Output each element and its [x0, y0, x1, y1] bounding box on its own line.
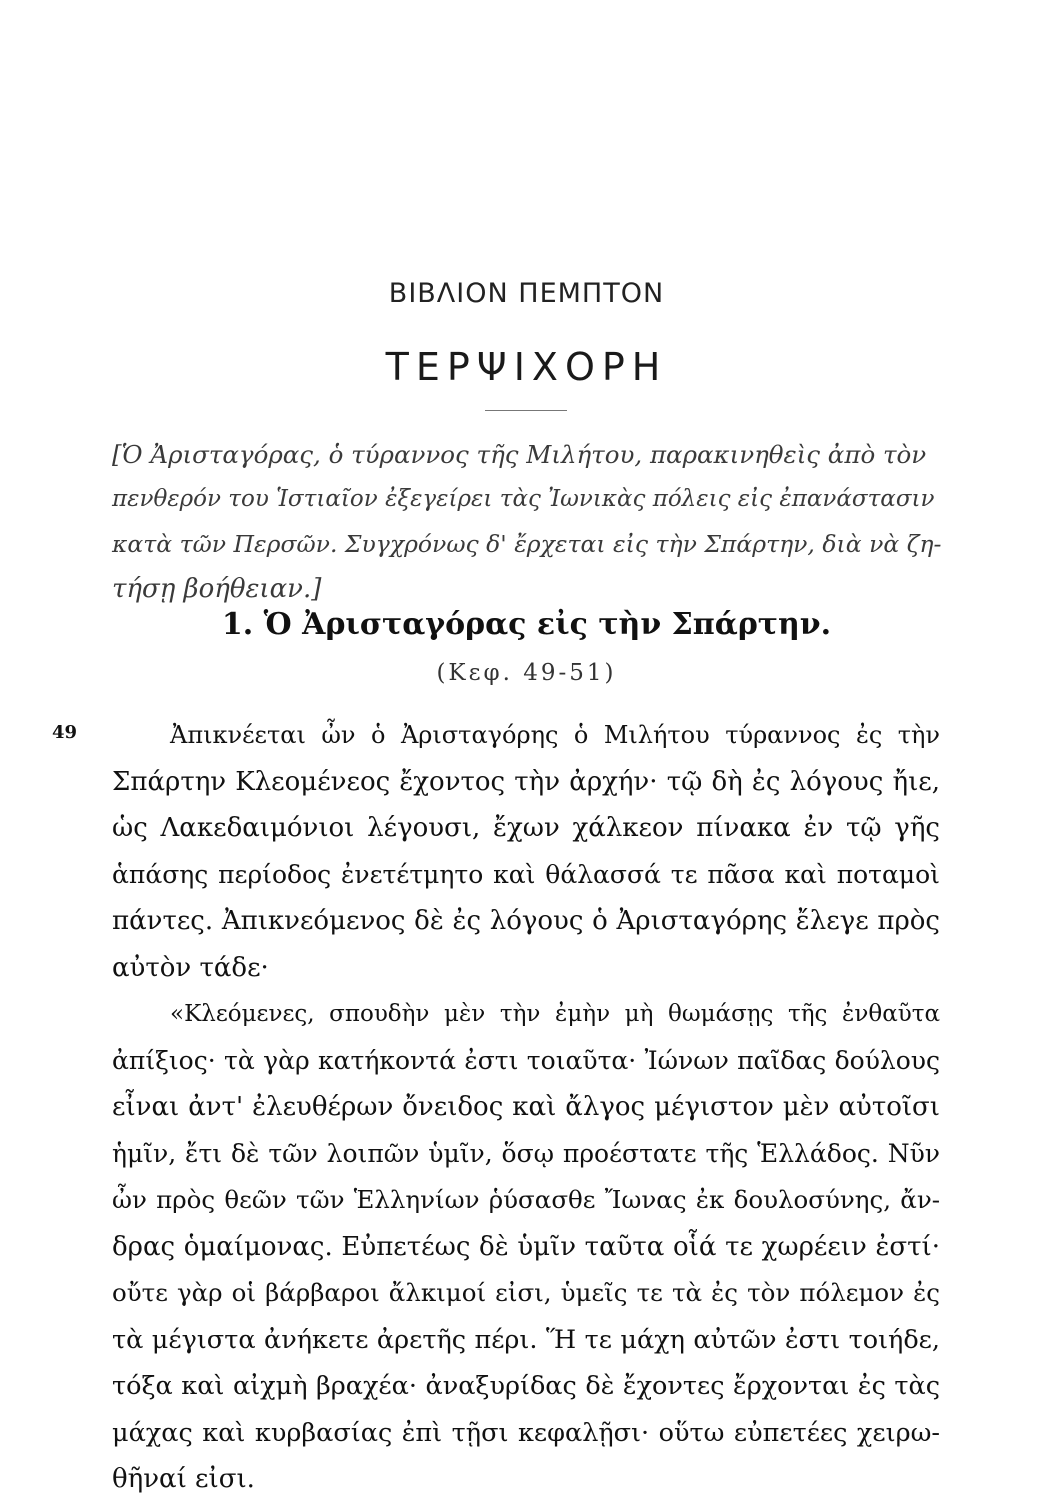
chapter-title: ΤΕΡΨΙΧΟΡΗ: [385, 345, 668, 389]
body-line: εἶναι ἀντ' ἐλευθέρων ὄνειδος καὶ ἄλγος μέγιστον μὲν αὐτοῖσι: [112, 1092, 940, 1122]
body-line: Σπάρτην Κλεομένεος ἔχοντος τὴν ἀρχήν· τῷ δὴ ἐς λόγους ἤιε,: [112, 766, 940, 797]
body-line: τόξα καὶ αἰχμὴ βραχέα· ἀναξυρίδας δὲ ἔχοντες ἔρχονται ἐς τὰς: [112, 1371, 940, 1401]
body-line: ὡς Λακεδαιμόνιοι λέγουσι, ἔχων χάλκεον πίνακα ἐν τῷ γῆς: [112, 813, 940, 843]
body-line: Ἀπικνέεται ὦν ὁ Ἀρισταγόρης ὁ Μιλήτου τύραννος ἐς τὴν: [170, 721, 940, 749]
summary-line: πενθερόν του Ἱστιαῖον ἐξεγείρει τὰς Ἰωνικὰς πόλεις εἰς ἐπανάστασιν: [112, 486, 935, 512]
summary-line: τήσῃ βοήθειαν.]: [112, 574, 322, 604]
summary-line: [Ὁ Ἀρισταγόρας, ὁ τύραννος τῆς Μιλήτου, παρακινηθεὶς ἀπὸ τὸν: [112, 440, 927, 469]
body-line: τὰ μέγιστα ἀνήκετε ἀρετῆς πέρι. Ἥ τε μάχη αὐτῶν ἐστι τοιήδε,: [112, 1324, 940, 1355]
body-line: οὔτε γὰρ οἱ βάρβαροι ἄλκιμοί εἰσι, ὑμεῖς τε τὰ ἐς τὸν πόλεμον ἐς: [112, 1278, 940, 1307]
body-line: «Κλεόμενες, σπουδὴν μὲν τὴν ἐμὴν μὴ θωμάσῃς τῆς ἐνθαῦτα: [170, 1001, 940, 1027]
body-line: δρας ὁμαίμονας. Εὐπετέως δὲ ὑμῖν ταῦτα οἷά τε χωρέειν ἐστί·: [112, 1231, 940, 1262]
body-line: μάχας καὶ κυρβασίας ἐπὶ τῇσι κεφαλῇσι· οὕτω εὐπετέες χειρω-: [112, 1417, 940, 1448]
book-title: ΒΙΒΛΙΟΝ ΠΕΜΠΤΟΝ: [388, 278, 665, 309]
show-through-area: [0, 0, 1053, 150]
body-line: ὦν πρὸς θεῶν τῶν Ἑλληνίων ῥύσασθε Ἴωνας ἐκ δουλοσύνης, ἄν-: [112, 1185, 940, 1214]
body-line: πάντες. Ἀπικνεόμενος δὲ ἐς λόγους ὁ Ἀρισταγόρης ἔλεγε πρὸς: [112, 906, 940, 936]
chapter-summary: [112, 432, 942, 612]
body-line: ἡμῖν, ἔτι δὲ τῶν λοιπῶν ὑμῖν, ὅσῳ προέστατε τῆς Ἑλλάδος. Νῦν: [112, 1138, 940, 1168]
body-line: ἀπίξιος· τὰ γὰρ κατήκοντά ἐστι τοιαῦτα· Ἰώνων παῖδας δούλους: [112, 1045, 940, 1075]
section-heading: 1. Ὁ Ἀρισταγόρας εἰς τὴν Σπάρτην.: [221, 607, 832, 642]
summary-line: κατὰ τῶν Περσῶν. Συγχρόνως δ' ἔρχεται εἰς τὴν Σπάρτην, διὰ νὰ ζη-: [112, 530, 942, 558]
body-line: αὐτὸν τάδε·: [112, 952, 269, 983]
body-text: [112, 712, 940, 1503]
title-divider: [485, 410, 567, 411]
body-line: ἁπάσης περίοδος ἐνετέτμητο καὶ θάλασσά τε πᾶσα καὶ ποταμοὶ: [112, 859, 940, 889]
section-reference: (Κεφ. 49-51): [436, 660, 617, 686]
margin-chapter-number: 49: [52, 722, 78, 743]
body-line: θῆναί εἰσι.: [112, 1464, 255, 1494]
